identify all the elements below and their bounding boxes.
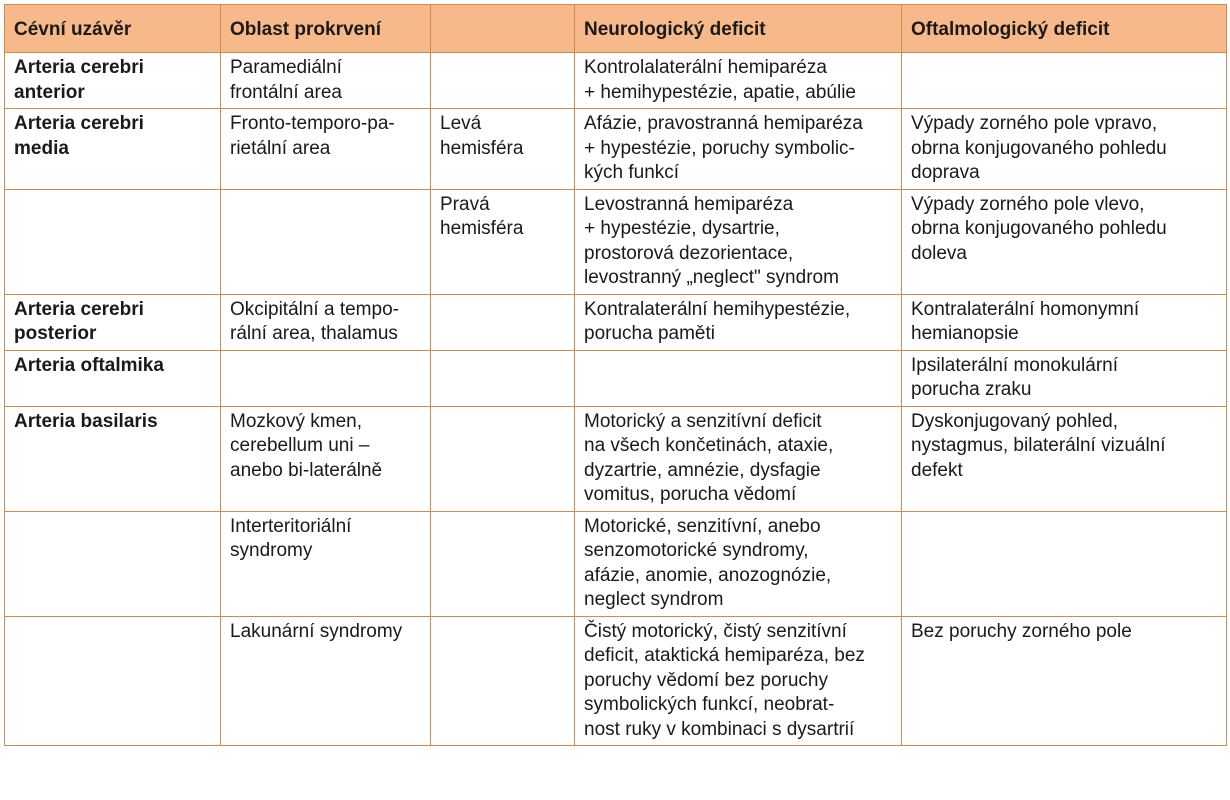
cell-area-line: Fronto-temporo-pa- [230,113,395,134]
cell-hemisphere [431,294,575,350]
cell-hemisphere [431,350,575,406]
cell-ophthalmo [902,406,1227,511]
cell-neuro-line: vomitus, porucha vědomí [584,484,797,505]
cell-neuro-line: Kontralaterální hemihypestézie, [584,298,851,320]
cell-area [221,350,431,406]
cell-hemisphere [431,616,575,746]
cell-area-line: rietální area [230,137,331,159]
cell-vessel-line: Arteria cerebri [14,57,144,78]
cell-vessel-line: Arteria oftalmika [14,354,164,376]
cell-vessel-line: Arteria cerebri [14,298,144,320]
cell-area-line: frontální area [230,81,342,103]
cell-neuro-line: prostorová dezorientace, [584,242,794,264]
cell-neuro-line: Čistý motorický, čistý senzitívní [584,620,847,642]
header-ophthalmo: Oftalmologický deficit [902,5,1227,53]
cell-neuro [575,189,902,294]
table-row [5,189,1227,294]
header-vessel: Cévní uzávěr [5,5,221,53]
cell-vessel-line: Arteria basilaris [14,410,158,432]
cell-area-line: rální area, thalamus [230,323,398,344]
cell-area-line: syndromy [230,540,313,561]
cell-hemisphere [431,511,575,616]
cell-neuro-line: na všech končetinách, ataxie, [584,435,834,456]
cell-ophthalmo [902,53,1227,109]
cell-neuro-line: senzomotorické syndromy, [584,540,809,561]
cell-ophthalmo-line: obrna konjugovaného pohledu [911,218,1167,239]
header-row [5,5,1227,53]
cell-neuro-line: levostranný „neglect" syndrom [584,267,839,288]
cell-neuro-line: + hypestézie, poruchy symbolic- [584,137,855,159]
cell-area [221,53,431,109]
cell-area-line: Paramediální [230,57,342,78]
cell-ophthalmo-line: Dyskonjugovaný pohled, [911,410,1119,432]
cell-ophthalmo-line: Kontralaterální homonymní [911,298,1140,320]
cell-hemisphere [431,53,575,109]
cell-vessel [5,406,221,511]
cell-ophthalmo [902,511,1227,616]
cell-ophthalmo-line: hemianopsie [911,323,1019,344]
cell-ophthalmo-line: nystagmus, bilaterální vizuální [911,435,1166,456]
header-area: Oblast prokrvení [221,5,431,53]
cell-vessel [5,616,221,746]
cell-vessel [5,294,221,350]
table-row [5,294,1227,350]
cell-neuro [575,406,902,511]
cell-hemisphere [431,406,575,511]
cell-neuro-line: deficit, ataktická hemiparéza, bez [584,645,865,666]
cell-vessel-line: posterior [14,323,97,344]
cell-vessel [5,189,221,294]
cell-neuro-line: + hemihypestézie, apatie, abúlie [584,81,856,103]
cell-ophthalmo-line: doprava [911,162,980,183]
cell-hemisphere [431,189,575,294]
cell-neuro-line: dyzartrie, amnézie, dysfagie [584,459,821,481]
table-row [5,53,1227,109]
cell-area-line: cerebellum uni – [230,435,370,456]
cell-ophthalmo-line: Ipsilaterální monokulární [911,354,1118,376]
cell-vessel [5,109,221,190]
cell-neuro-line: kých funkcí [584,162,680,183]
cell-area [221,189,431,294]
cell-neuro-line: Motorický a senzitívní deficit [584,410,822,432]
table-row [5,109,1227,190]
cell-vessel [5,350,221,406]
cell-ophthalmo [902,109,1227,190]
cell-neuro [575,511,902,616]
cell-neuro-line: nost ruky v kombinaci s dysartrií [584,718,855,740]
occlusion-table [4,4,1227,746]
cell-neuro-line: Kontrolalaterální hemiparéza [584,57,827,78]
cell-neuro-line: Motorické, senzitívní, anebo [584,515,821,537]
cell-neuro [575,616,902,746]
cell-area [221,406,431,511]
cell-area-line: Okcipitální a tempo- [230,298,399,320]
cell-hemisphere [431,109,575,190]
cell-area [221,616,431,746]
table-row [5,350,1227,406]
cell-neuro-line: afázie, anomie, anozognózie, [584,564,832,586]
cell-vessel [5,53,221,109]
cell-neuro-line: + hypestézie, dysartrie, [584,218,780,239]
cell-area-line: anebo bi-laterálně [230,459,383,481]
cell-vessel [5,511,221,616]
cell-ophthalmo-line: doleva [911,242,967,264]
table-row [5,511,1227,616]
header-hemisphere [431,5,575,53]
cell-neuro [575,109,902,190]
cell-area [221,109,431,190]
cell-area-line: Lakunární syndromy [230,620,403,642]
cell-neuro-line: porucha paměti [584,323,715,344]
cell-neuro [575,350,902,406]
cell-neuro-line: Afázie, pravostranná hemiparéza [584,113,863,134]
cell-hemisphere-line: hemisféra [440,218,524,239]
cell-ophthalmo [902,350,1227,406]
cell-ophthalmo-line: obrna konjugovaného pohledu [911,137,1167,159]
cell-neuro-line: Levostranná hemiparéza [584,193,794,215]
cell-vessel-line: media [14,137,69,159]
cell-area [221,511,431,616]
cell-hemisphere-line: Levá [440,113,482,134]
cell-vessel-line: anterior [14,81,85,103]
cell-neuro-line: neglect syndrom [584,589,724,610]
header-neuro: Neurologický deficit [575,5,902,53]
cell-ophthalmo [902,294,1227,350]
table-row [5,616,1227,746]
cell-hemisphere-line: hemisféra [440,137,524,159]
cell-ophthalmo-line: Výpady zorného pole vpravo, [911,113,1158,134]
cell-ophthalmo [902,616,1227,746]
cell-ophthalmo-line: defekt [911,459,963,481]
cell-area-line: Interteritoriální [230,515,352,537]
cell-ophthalmo-line: Bez poruchy zorného pole [911,620,1132,642]
cell-neuro [575,294,902,350]
table-row [5,406,1227,511]
cell-neuro-line: symbolických funkcí, neobrat- [584,694,835,715]
cell-hemisphere-line: Pravá [440,193,490,215]
cell-area-line: Mozkový kmen, [230,410,362,432]
cell-vessel-line: Arteria cerebri [14,113,144,134]
cell-ophthalmo-line: Výpady zorného pole vlevo, [911,193,1145,215]
cell-ophthalmo [902,189,1227,294]
cell-area [221,294,431,350]
table-body [5,53,1227,746]
cell-neuro [575,53,902,109]
cell-neuro-line: poruchy vědomí bez poruchy [584,669,828,691]
cell-ophthalmo-line: porucha zraku [911,379,1032,400]
